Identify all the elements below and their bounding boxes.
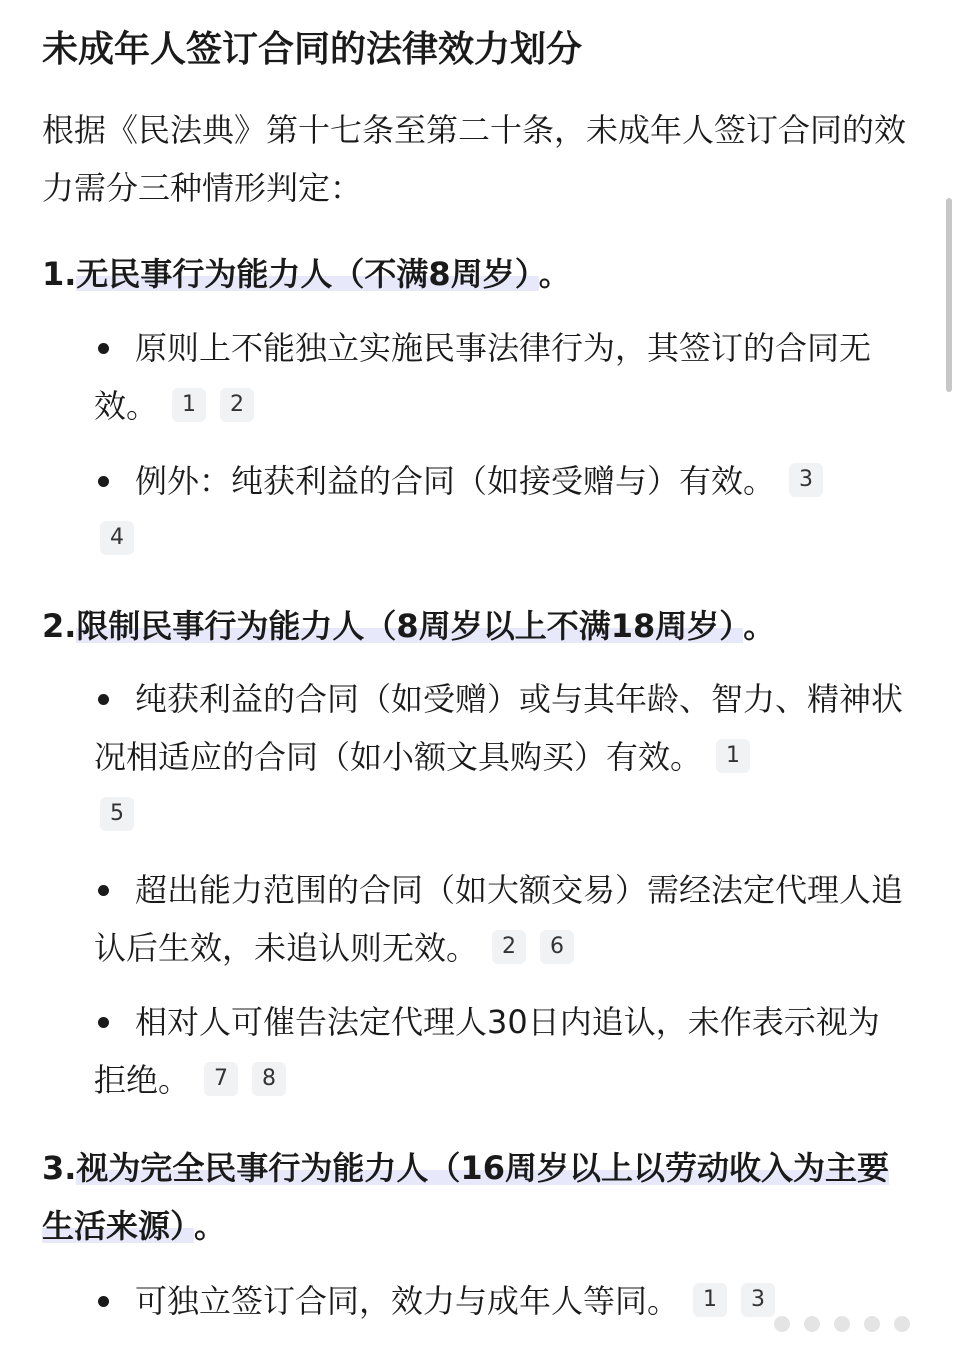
page-title: 未成年人签订合同的法律效力划分 [42, 29, 583, 70]
section-heading-1 [42, 245, 912, 303]
list-item [94, 993, 904, 1109]
section-heading-text: 限制民事行为能力人（8周岁以上不满18周岁） [76, 607, 743, 645]
list-item-text: 超出能力范围的合同（如大额交易）需经法定代理人追认后生效，未追认则无效。 [94, 871, 904, 967]
citation-badge[interactable]: 2 [220, 388, 254, 422]
section-heading-tail: 。 [194, 1207, 227, 1245]
section-heading-3 [42, 1139, 912, 1255]
bullet-dot-icon [98, 1296, 109, 1307]
bullet-dot-icon [98, 476, 109, 487]
bullet-dot-icon [98, 885, 109, 896]
citation-badge[interactable]: 4 [100, 521, 134, 555]
citation-badge[interactable]: 7 [204, 1062, 238, 1096]
citation-badge[interactable]: 5 [100, 797, 134, 831]
list-item-text: 纯获利益的合同（如受赠）或与其年龄、智力、精神状况相适应的合同（如小额文具购买）有效。 [94, 680, 904, 776]
list-item-text: 可独立签订合同，效力与成年人等同。 [135, 1282, 680, 1320]
citation-badge[interactable]: 1 [716, 739, 750, 773]
bullet-dot-icon [98, 694, 109, 705]
section-heading-text: 无民事行为能力人（不满8周岁） [76, 255, 538, 293]
list-item-text: 例外：纯获利益的合同（如接受赠与）有效。 [135, 462, 776, 500]
section-heading-tail: 。 [538, 255, 571, 293]
list-item [94, 670, 904, 844]
intro-paragraph: 根据《民法典》第十七条至第二十条，未成年人签订合同的效力需分三种情形判定： [42, 111, 907, 207]
list-item-text: 原则上不能独立实施民事法律行为，其签订的合同无效。 [94, 329, 872, 425]
citation-badge[interactable]: 3 [789, 463, 823, 497]
citation-badge[interactable]: 6 [540, 930, 574, 964]
citation-badge[interactable]: 3 [741, 1283, 775, 1317]
section-number: 2. [42, 607, 77, 645]
list-item [94, 319, 904, 435]
section-heading-2 [42, 597, 912, 655]
list-item-text: 相对人可催告法定代理人30日内追认，未作表示视为拒绝。 [94, 1003, 880, 1099]
list-item [94, 452, 904, 568]
watermark-logo [762, 1304, 942, 1344]
bullet-dot-icon [98, 343, 109, 354]
citation-badge[interactable]: 8 [252, 1062, 286, 1096]
scrollbar-thumb[interactable] [946, 198, 952, 392]
list-item [94, 861, 904, 977]
citation-badge[interactable]: 1 [172, 388, 206, 422]
section-number: 3. [42, 1149, 77, 1187]
section-heading-tail: 。 [743, 607, 776, 645]
section-heading-text: 视为完全民事行为能力人（16周岁以上以劳动收入为主要生活来源） [42, 1149, 889, 1245]
citation-badge[interactable]: 2 [492, 930, 526, 964]
bullet-dot-icon [98, 1017, 109, 1028]
citation-badge[interactable]: 1 [693, 1283, 727, 1317]
section-number: 1. [42, 255, 77, 293]
